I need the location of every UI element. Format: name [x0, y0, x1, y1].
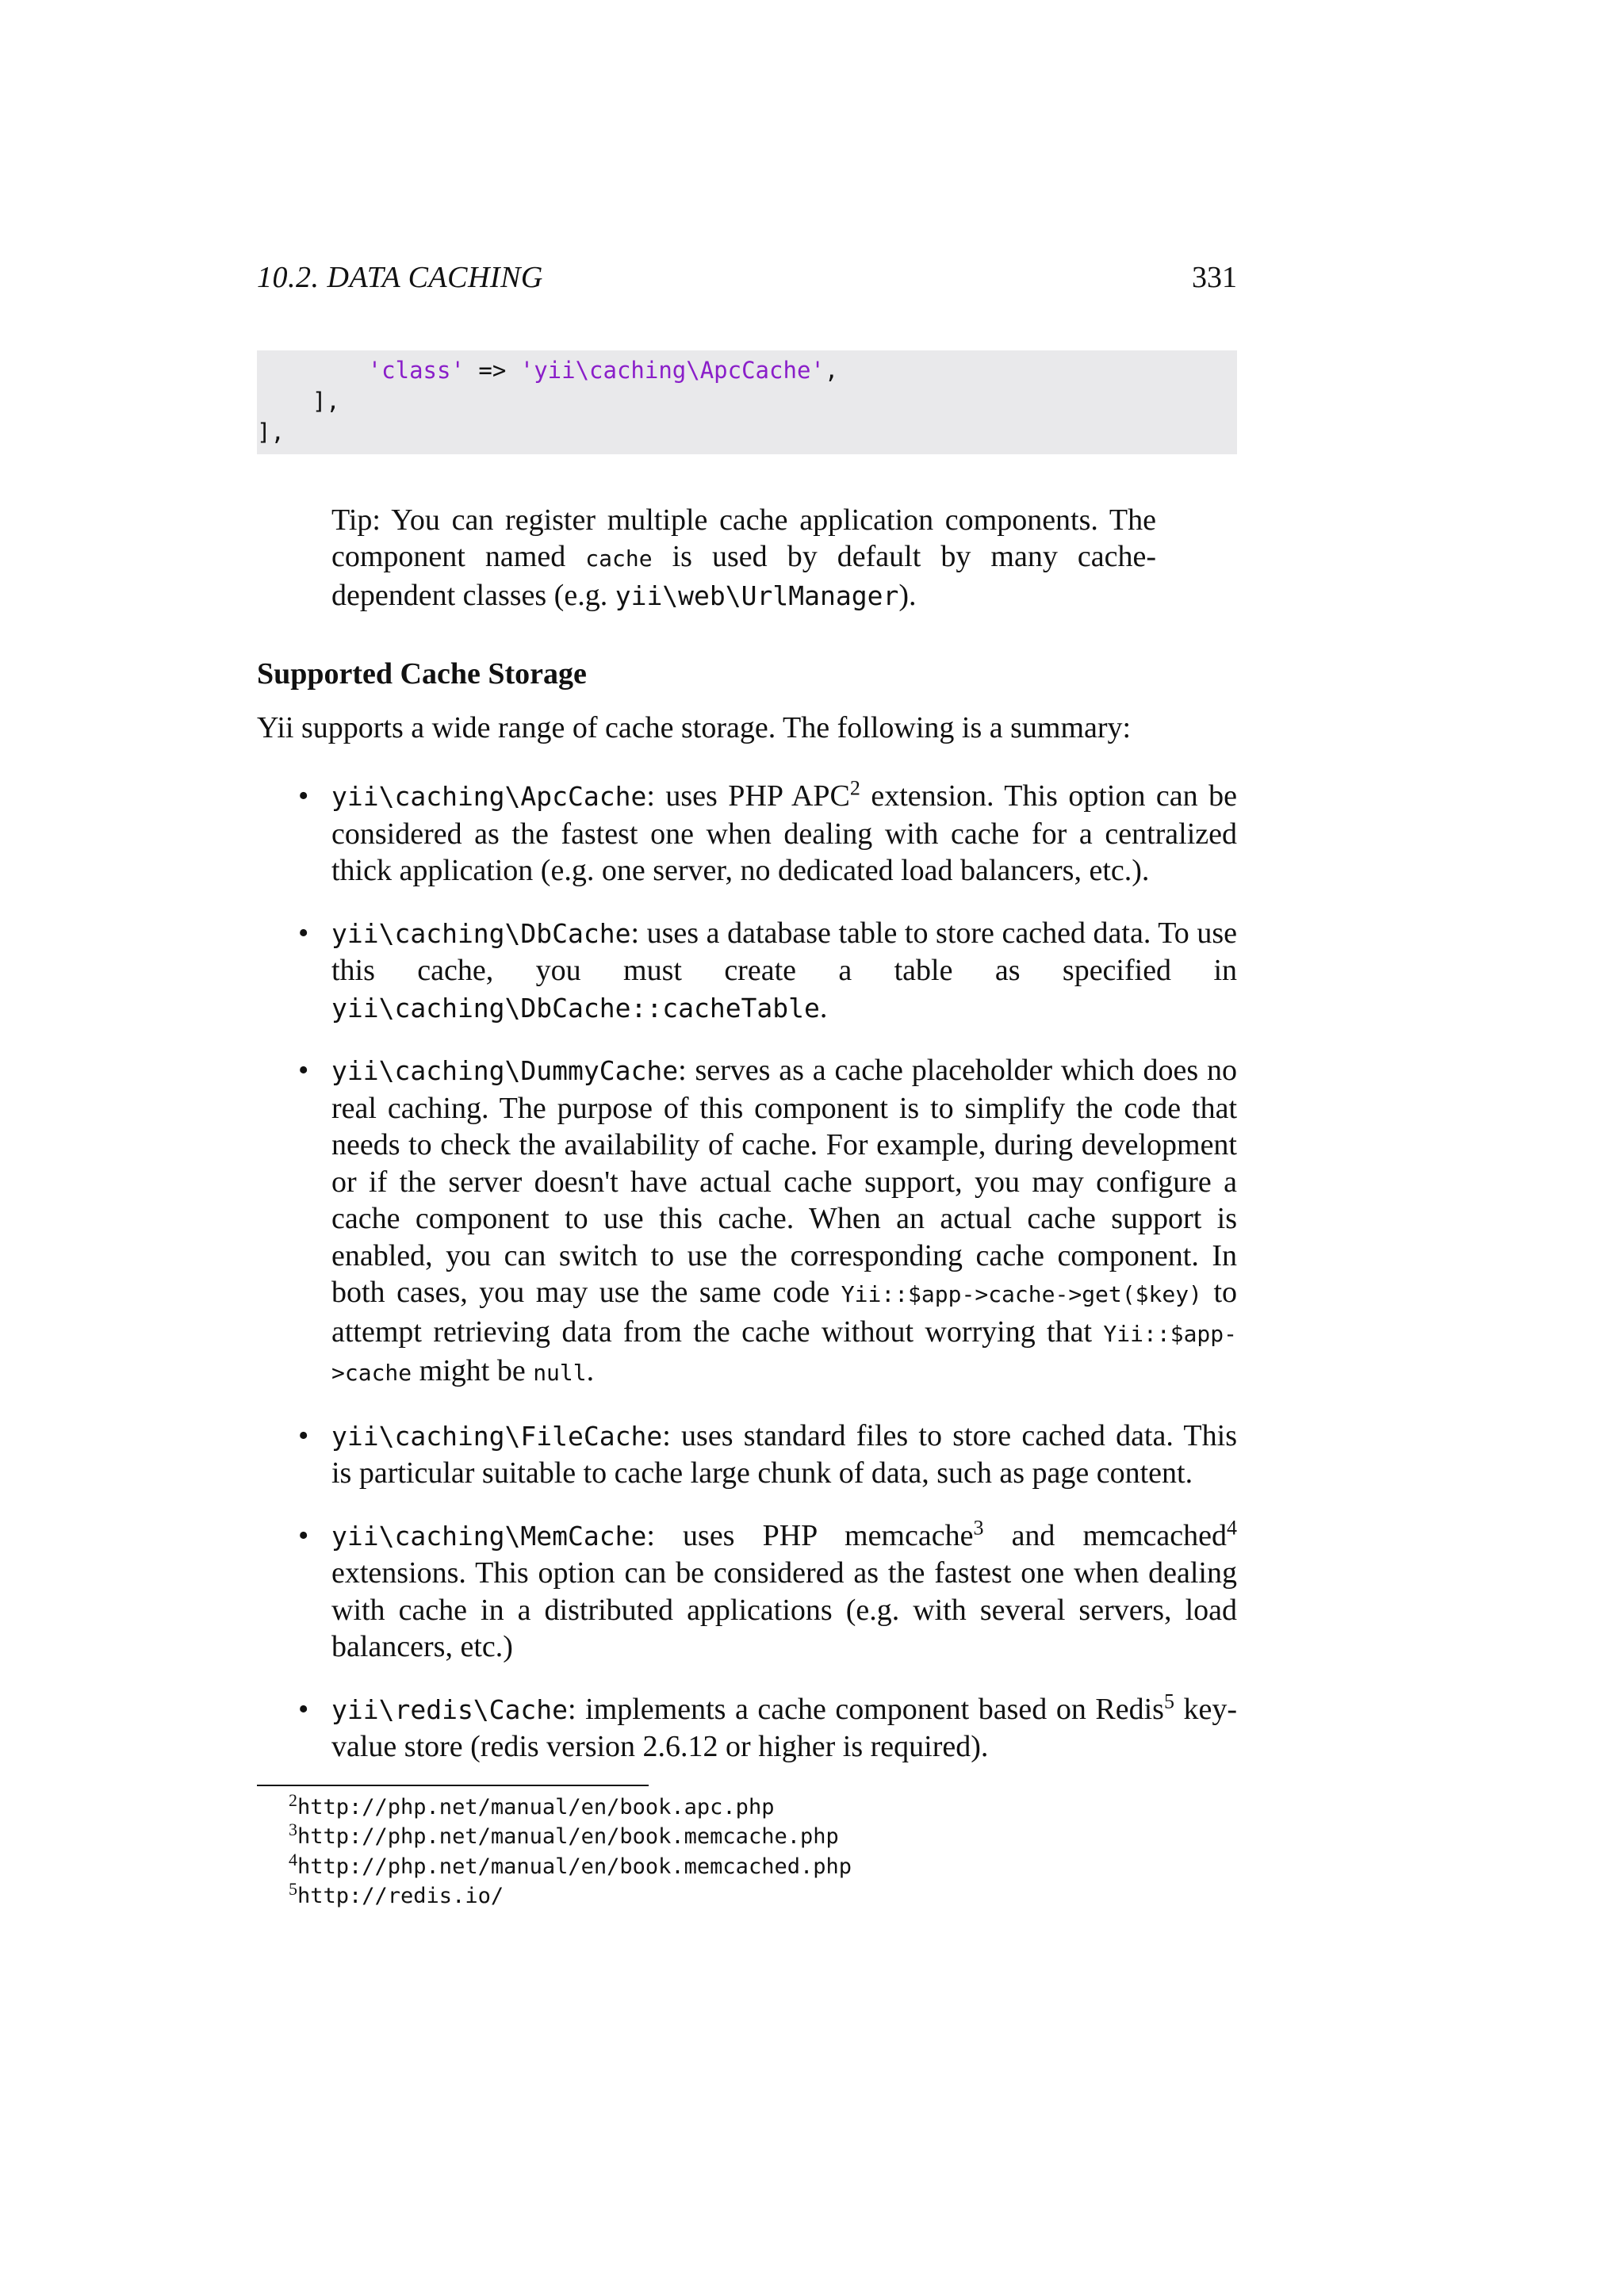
inline-code: yii\web\UrlManager [615, 580, 899, 611]
item-text: might be [412, 1354, 534, 1387]
footnote-number: 2 [289, 1789, 297, 1810]
footnote [289, 1881, 1237, 1911]
inline-code: Yii::$app->cache->get($key) [841, 1281, 1202, 1307]
footnote [289, 1849, 1237, 1882]
bullet-icon: • [298, 1054, 309, 1087]
list-item-redis-cache [298, 1689, 1237, 1766]
code-string: 'yii\caching\ApcCache' [519, 357, 825, 384]
inline-code: yii\caching\DbCache::cacheTable [331, 992, 820, 1024]
inline-code: Yii::$app->cache [331, 1320, 1237, 1386]
class-name: yii\caching\ApcCache [331, 781, 647, 812]
list-item-mem-cache [298, 1515, 1237, 1666]
class-name: yii\caching\FileCache [331, 1420, 663, 1452]
footnote-link[interactable]: http://php.net/manual/en/book.memcached.php [297, 1854, 852, 1879]
item-text: : uses PHP APC [646, 779, 850, 813]
page-number: 331 [1192, 261, 1237, 294]
book-page [257, 254, 1237, 1911]
running-header [257, 254, 1237, 301]
item-text: and memcached [983, 1518, 1227, 1552]
code-operator: => [464, 357, 520, 384]
item-text: extensions. This option can be considered as the fastest one when dealing with cache in a distributed applications (e.g. with several servers, load balancers, etc.) [331, 1556, 1237, 1663]
chapter-title: 10.2. DATA CACHING [257, 261, 543, 294]
list-item-file-cache [298, 1418, 1237, 1492]
list-item-dummy-cache [298, 1052, 1238, 1392]
item-text: : uses PHP memcache [646, 1518, 974, 1552]
cache-storage-list [257, 778, 1237, 1766]
code-punct: , [824, 357, 839, 384]
class-name: yii\redis\Cache [331, 1693, 569, 1725]
footnote-link[interactable]: http://redis.io/ [297, 1884, 504, 1908]
footnote-ref: 2 [849, 776, 860, 800]
bullet-icon: • [298, 1518, 309, 1552]
footnote-ref: 4 [1227, 1515, 1237, 1539]
class-name: yii\caching\DummyCache [331, 1055, 679, 1086]
item-text: . [819, 990, 828, 1024]
item-text: key-value store (redis version 2.6.12 or higher is required). [331, 1692, 1237, 1763]
tip-text: is used by default by many cache-dependent classes (e.g. [331, 540, 1157, 612]
footnote [289, 1789, 1237, 1823]
footnotes [289, 1789, 1237, 1911]
item-text: to attempt retrieving data from the cache without worrying that [331, 1276, 1238, 1349]
tip-text: ). [898, 579, 917, 612]
tip-text: Tip: You can register multiple cache application components. The component named [331, 503, 1156, 573]
class-name: yii\caching\MemCache [331, 1520, 647, 1552]
list-item-db-cache [298, 915, 1237, 1027]
bullet-icon: • [298, 1692, 309, 1726]
footnote-link[interactable]: http://php.net/manual/en/book.memcache.php [297, 1824, 839, 1849]
inline-code: cache [585, 545, 653, 572]
footnote-number: 5 [289, 1879, 297, 1899]
item-text: : serves as a cache placeholder which does no real caching. The purpose of this component is to simplify the code that needs to check the availability of cache. For example, during development or if the server doesn't have actual cache support, you may configure a cache component to use this cache. When an actual cache support is enabled, you can switch to use the corresponding cache component. In both cases, you may use the same code [331, 1054, 1237, 1309]
section-heading: Supported Cache Storage [257, 657, 587, 691]
item-text: . [586, 1354, 595, 1387]
footnote-ref: 3 [973, 1515, 984, 1539]
footnote-number: 3 [289, 1820, 297, 1839]
class-name: yii\caching\DbCache [331, 917, 631, 949]
list-item-apc-cache [298, 776, 1237, 890]
bullet-icon: • [298, 779, 309, 813]
section-intro: Yii supports a wide range of cache storage. The following is a summary: [257, 711, 1132, 744]
footnote-link[interactable]: http://php.net/manual/en/book.apc.php [297, 1794, 775, 1820]
code-line-2: ], [257, 388, 340, 415]
footnote-ref: 5 [1163, 1689, 1174, 1712]
bullet-icon: • [298, 1418, 309, 1452]
code-block [257, 350, 1237, 454]
code-line-3: ], [257, 419, 285, 446]
item-text: extension. This option can be considered as the fastest one when dealing with cache for a centralized thick application (e.g. one server, no dedicated load balancers, etc.). [331, 779, 1237, 887]
footnote-divider [257, 1785, 649, 1786]
code-string: 'class' [367, 357, 465, 384]
bullet-icon: • [298, 916, 309, 950]
inline-code: null [533, 1360, 587, 1386]
tip-paragraph [331, 502, 1156, 614]
item-text: : uses a database table to store cached data. To use this cache, you must create a table as specified in [331, 916, 1237, 987]
footnote-number: 4 [289, 1849, 297, 1869]
item-text: : implements a cache component based on Redis [568, 1692, 1164, 1726]
code-line-1 [257, 357, 838, 384]
item-text: : uses standard files to store cached data. This is particular suitable to cache large chunk of data, such as page content. [331, 1418, 1237, 1490]
footnote [289, 1822, 1237, 1852]
